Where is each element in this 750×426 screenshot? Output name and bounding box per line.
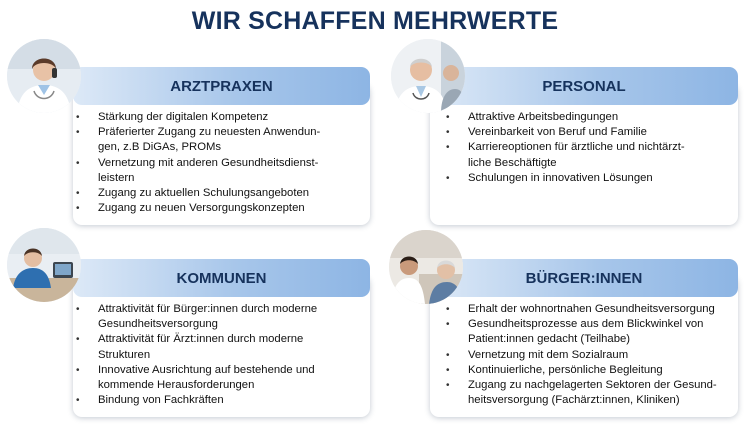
list-item-continuation: Gesundheitsversorgung	[98, 318, 218, 331]
list-item: • Zugang zu aktuellen Schulungsangeboten	[76, 186, 366, 201]
list-item: • Vernetzung mit anderen Gesundheitsdienst-	[76, 156, 366, 171]
list-item: • Erhalt der wohnortnahen Gesundheitsversorgung	[446, 302, 736, 317]
list-item: • Schulungen in innovativen Lösungen	[446, 171, 736, 186]
card-list-arztpraxen	[76, 110, 366, 216]
list-item: • Zugang zu neuen Versorgungskonzepten	[76, 201, 366, 216]
doctor-phone-photo-icon	[7, 39, 81, 113]
list-item-continuation: gen, z.B DiGAs, PROMs	[98, 141, 222, 154]
card-list-kommunen	[76, 302, 366, 408]
card-heading-buergerinnen: BÜRGER:INNEN	[430, 259, 738, 297]
list-item-continuation: kommende Herausforderungen	[98, 379, 255, 392]
doctor-team-photo-icon	[391, 39, 465, 113]
list-item: • Attraktive Arbeitsbedingungen	[446, 110, 736, 125]
list-item-continuation: leistern	[98, 171, 135, 184]
list-item: • Innovative Ausrichtung auf bestehende und	[76, 363, 366, 378]
list-item: • Gesundheitsprozesse aus dem Blickwinkel von	[446, 317, 736, 332]
list-item: • Karriereoptionen für ärztliche und nichtärzt-	[446, 140, 736, 155]
patient-consultation-photo-icon	[389, 230, 463, 304]
list-item-continuation: liche Beschäftigte	[468, 156, 557, 169]
list-item: • Stärkung der digitalen Kompetenz	[76, 110, 366, 125]
card-heading-arztpraxen: ARZTPRAXEN	[73, 67, 370, 105]
list-item: • Vereinbarkeit von Beruf und Familie	[446, 125, 736, 140]
card-list-buergerinnen	[446, 302, 736, 408]
card-heading-kommunen: KOMMUNEN	[73, 259, 370, 297]
list-item-continuation: Strukturen	[98, 348, 151, 361]
page-title: WIR SCHAFFEN MEHRWERTE	[191, 7, 559, 35]
list-item: • Bindung von Fachkräften	[76, 393, 366, 408]
list-item-continuation: Patient:innen gedacht (Teilhabe)	[468, 333, 631, 346]
list-item: • Attraktivität für Bürger:innen durch moderne	[76, 302, 366, 317]
list-item: • Zugang zu nachgelagerten Sektoren der Gesund-	[446, 378, 736, 393]
list-item: • Attraktivität für Ärzt:innen durch moderne	[76, 332, 366, 347]
list-item-continuation: heitsversorgung (Fachärzt:innen, Kliniken)	[468, 394, 680, 407]
card-list-personal	[446, 110, 736, 186]
list-item: • Vernetzung mit dem Sozialraum	[446, 348, 736, 363]
list-item: • Kontinuierliche, persönliche Begleitung	[446, 363, 736, 378]
card-heading-personal: PERSONAL	[430, 67, 738, 105]
list-item: • Präferierter Zugang zu neuesten Anwendun-	[76, 125, 366, 140]
clinic-desk-photo-icon	[7, 228, 81, 302]
